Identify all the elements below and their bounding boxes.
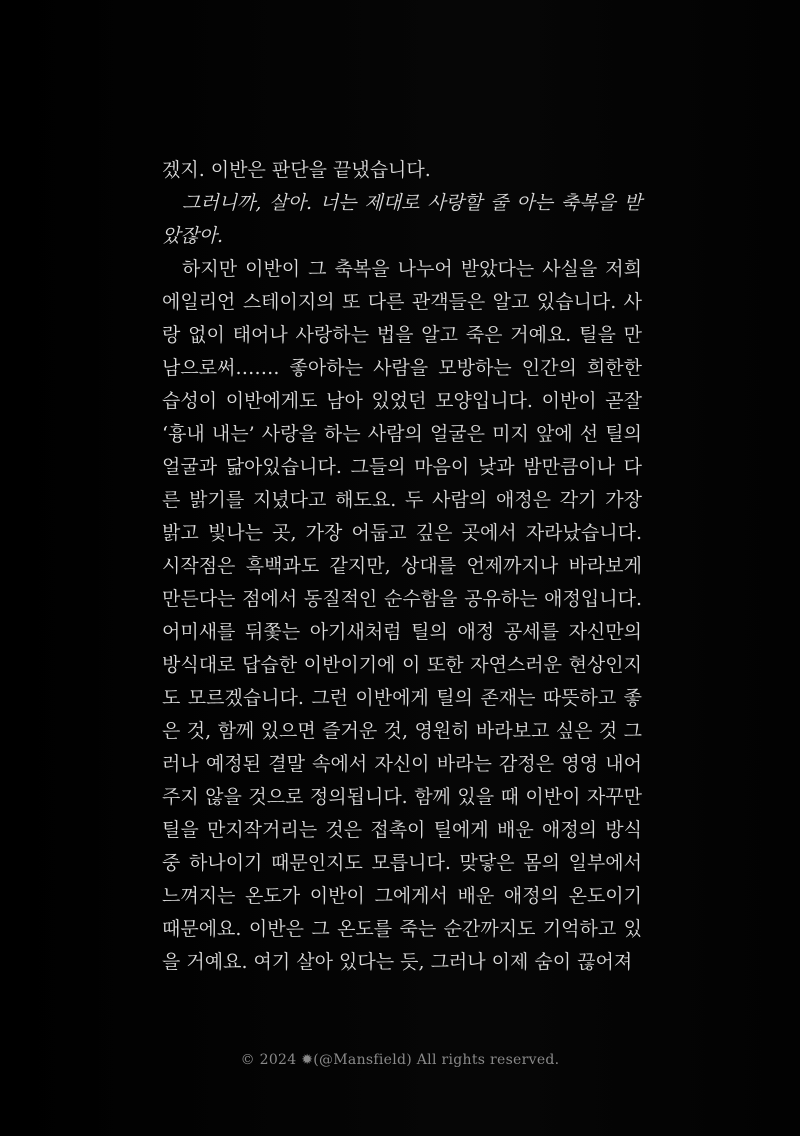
body-text: [162, 154, 642, 979]
copyright-footer: © 2024 ✹(@Mansfield) All rights reserved.: [240, 1052, 560, 1068]
paragraph-3: 하지만 이반이 그 축복을 나누어 받았다는 사실을 저희 에일리언 스테이지의 또 다른 관객들은 알고 있습니다. 사랑 없이 태어나 사랑하는 법을 알고 죽은 거예요. 틸을 만남으로써……. 좋아하는 사람을 모방하는 인간의 희한한 습성이 이반에게도 남아 있었던 모양입니다. 이반이 곧잘 ‘흉내 내는’ 사랑을 하는 사람의 얼굴은 미지 앞에 선 틸의 얼굴과 닮아있습니다. 그들의 마음이 낮과 밤만큼이나 다른 밝기를 지녔다고 해도요. 두 사람의 애정은 각기 가장 밝고 빛나는 곳, 가장 어둡고 깊은 곳에서 자라났습니다. 시작점은 흑백과도 같지만, 상대를 언제까지나 바라보게 만든다는 점에서 동질적인 순수함을 공유하는 애정입니다. 어미새를 뒤쫓는 아기새처럼 틸의 애정 공세를 자신만의 방식대로 답습한 이반이기에 이 또한 자연스러운 현상인지도 모르겠습니다. 그런 이반에게 틸의 존재는 따뜻하고 좋은 것, 함께 있으면 즐거운 것, 영원히 바라보고 싶은 것 그러나 예정된 결말 속에서 자신이 바라는 감정은 영영 내어주지 않을 것으로 정의됩니다. 함께 있을 때 이반이 자꾸만 틸을 만지작거리는 것은 접촉이 틸에게 배운 애정의 방식 중 하나이기 때문인지도 모릅니다. 맞닿은 몸의 일부에서 느껴지는 온도가 이반이 그에게서 배운 애정의 온도이기 때문에요. 이반은 그 온도를 죽는 순간까지도 기억하고 있을 거예요. 여기 살아 있다는 듯, 그러나 이제 숨이 끊어져: [162, 258, 642, 973]
paragraph-1: 겠지. 이반은 판단을 끝냈습니다.: [162, 159, 431, 181]
paragraph-2-quote: 그러니까, 살아. 너는 제대로 사랑할 줄 아는 축복을 받았잖아.: [162, 192, 642, 247]
